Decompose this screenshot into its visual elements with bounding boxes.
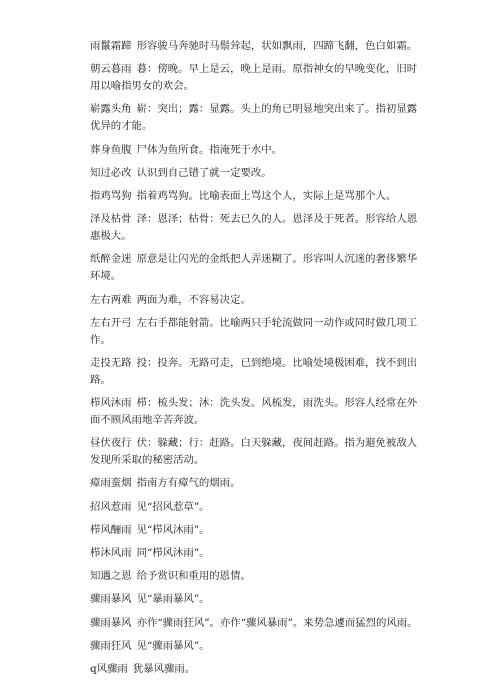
entry-term: 骤雨暴风 bbox=[90, 593, 132, 606]
entry bbox=[90, 395, 420, 429]
entry-definition: 犹暴风骤雨。 bbox=[132, 662, 196, 675]
entry-definition: 认识到自己错了就一定要改。 bbox=[136, 166, 272, 179]
entry bbox=[90, 435, 420, 469]
entry-definition: 投：投奔。无路可走，已到绝境。比喻处境极困难，找不到出路。 bbox=[90, 356, 418, 386]
entry-term: 栉风沐雨 bbox=[90, 397, 132, 410]
entry-definition: 尸体为鱼所食。指淹死于水中。 bbox=[136, 143, 283, 156]
entry-term: 栉风酾雨 bbox=[90, 523, 132, 536]
entry-term: 泽及枯骨 bbox=[90, 213, 132, 226]
entry bbox=[90, 251, 420, 285]
entry bbox=[90, 142, 420, 159]
entry bbox=[90, 165, 420, 182]
entry-definition: 暮：傍晚。早上是云，晚上是雨。原指神女的早晚变化，旧时用以喻指男女的欢会。 bbox=[90, 63, 418, 93]
entry-term: 骤雨暴风 bbox=[90, 616, 132, 629]
entry bbox=[90, 591, 420, 608]
entry bbox=[90, 211, 420, 245]
entry-definition: 同“栉风沐雨”。 bbox=[136, 547, 210, 559]
entry-definition: 两面为难，不容易决定。 bbox=[136, 293, 251, 306]
entry bbox=[90, 615, 420, 632]
entry-definition: 给予赏识和重用的恩情。 bbox=[136, 570, 251, 583]
entry bbox=[90, 475, 420, 492]
entry-term: 知过必改 bbox=[90, 166, 132, 179]
entry-term: 栉沐风雨 bbox=[90, 547, 132, 559]
entry-definition: 见“暴雨暴风”。 bbox=[136, 593, 210, 606]
entry-term: 知遇之恩 bbox=[90, 570, 132, 583]
entry bbox=[90, 292, 420, 309]
entry bbox=[90, 315, 420, 349]
entry bbox=[90, 661, 420, 678]
entry-term: 葬身鱼腹 bbox=[90, 143, 132, 156]
entry-term: q风骤雨 bbox=[90, 662, 128, 675]
entry-term: 崭露头角 bbox=[90, 103, 132, 116]
entry-term: 瘴雨蛮烟 bbox=[90, 477, 132, 490]
entry-definition: 见“栉风沐雨”。 bbox=[136, 523, 210, 536]
entry-definition: 栉：梳头发；沐：洗头发。风梳发，雨洗头。形容人经常在外面不顾风雨地辛苦奔波。 bbox=[90, 397, 418, 427]
dictionary-page bbox=[90, 38, 420, 684]
entry bbox=[90, 188, 420, 205]
entry-definition: 原意是让闪光的金纸把人弄迷糊了。形容叫人沉迷的奢侈繁华环境。 bbox=[90, 253, 418, 283]
entry-definition: 泽：恩泽；枯骨：死去已久的人。恩泽及于死者。形容给人恩惠极大。 bbox=[90, 213, 418, 243]
entry-term: 昼伏夜行 bbox=[90, 437, 132, 450]
entry-definition: 亦作“骤雨狂风”。亦作“骤风暴雨”。来势急遽而猛烈的风雨。 bbox=[136, 616, 418, 629]
entry-definition: 形容骏马奔驰时马鬃耸起，状如飘雨，四蹄飞翻，色白如霜。 bbox=[136, 40, 418, 52]
entry-definition: 指南方有瘴气的烟雨。 bbox=[136, 477, 241, 490]
entry-definition: 伏：躲藏；行：赶路。白天躲藏，夜间赶路。指为避免被敌人发现所采取的秘密活动。 bbox=[90, 437, 418, 467]
entry bbox=[90, 638, 420, 655]
entry-definition: 见“招风惹草”。 bbox=[136, 500, 210, 513]
entry bbox=[90, 568, 420, 585]
entry-definition: 见“骤雨暴风”。 bbox=[136, 639, 210, 652]
entry-term: 雨鬣霜蹄 bbox=[90, 40, 132, 52]
entry-term: 左右开弓 bbox=[90, 316, 132, 329]
entry bbox=[90, 355, 420, 389]
entry-term: 走投无路 bbox=[90, 356, 132, 369]
entry-term: 指鸡骂狗 bbox=[90, 189, 132, 202]
entry-term: 骤雨狂风 bbox=[90, 639, 132, 652]
entry bbox=[90, 522, 420, 539]
entry-definition: 崭：突出；露：显露。头上的角已明显地突出来了。指初显露优异的才能。 bbox=[90, 103, 418, 133]
entry bbox=[90, 545, 420, 562]
entry bbox=[90, 38, 420, 55]
entry-term: 纸醉金迷 bbox=[90, 253, 132, 266]
entry-term: 招风惹雨 bbox=[90, 500, 132, 513]
entry-definition: 指着鸡骂狗。比喻表面上骂这个人，实际上是骂那个人。 bbox=[136, 189, 397, 202]
entry-term: 朝云暮雨 bbox=[90, 63, 132, 76]
entry bbox=[90, 61, 420, 95]
entry-definition: 左右手都能射箭。比喻两只手轮流做同一动作或同时做几项工作。 bbox=[90, 316, 418, 346]
entry-term: 左右两难 bbox=[90, 293, 132, 306]
entry bbox=[90, 101, 420, 135]
entry bbox=[90, 499, 420, 516]
